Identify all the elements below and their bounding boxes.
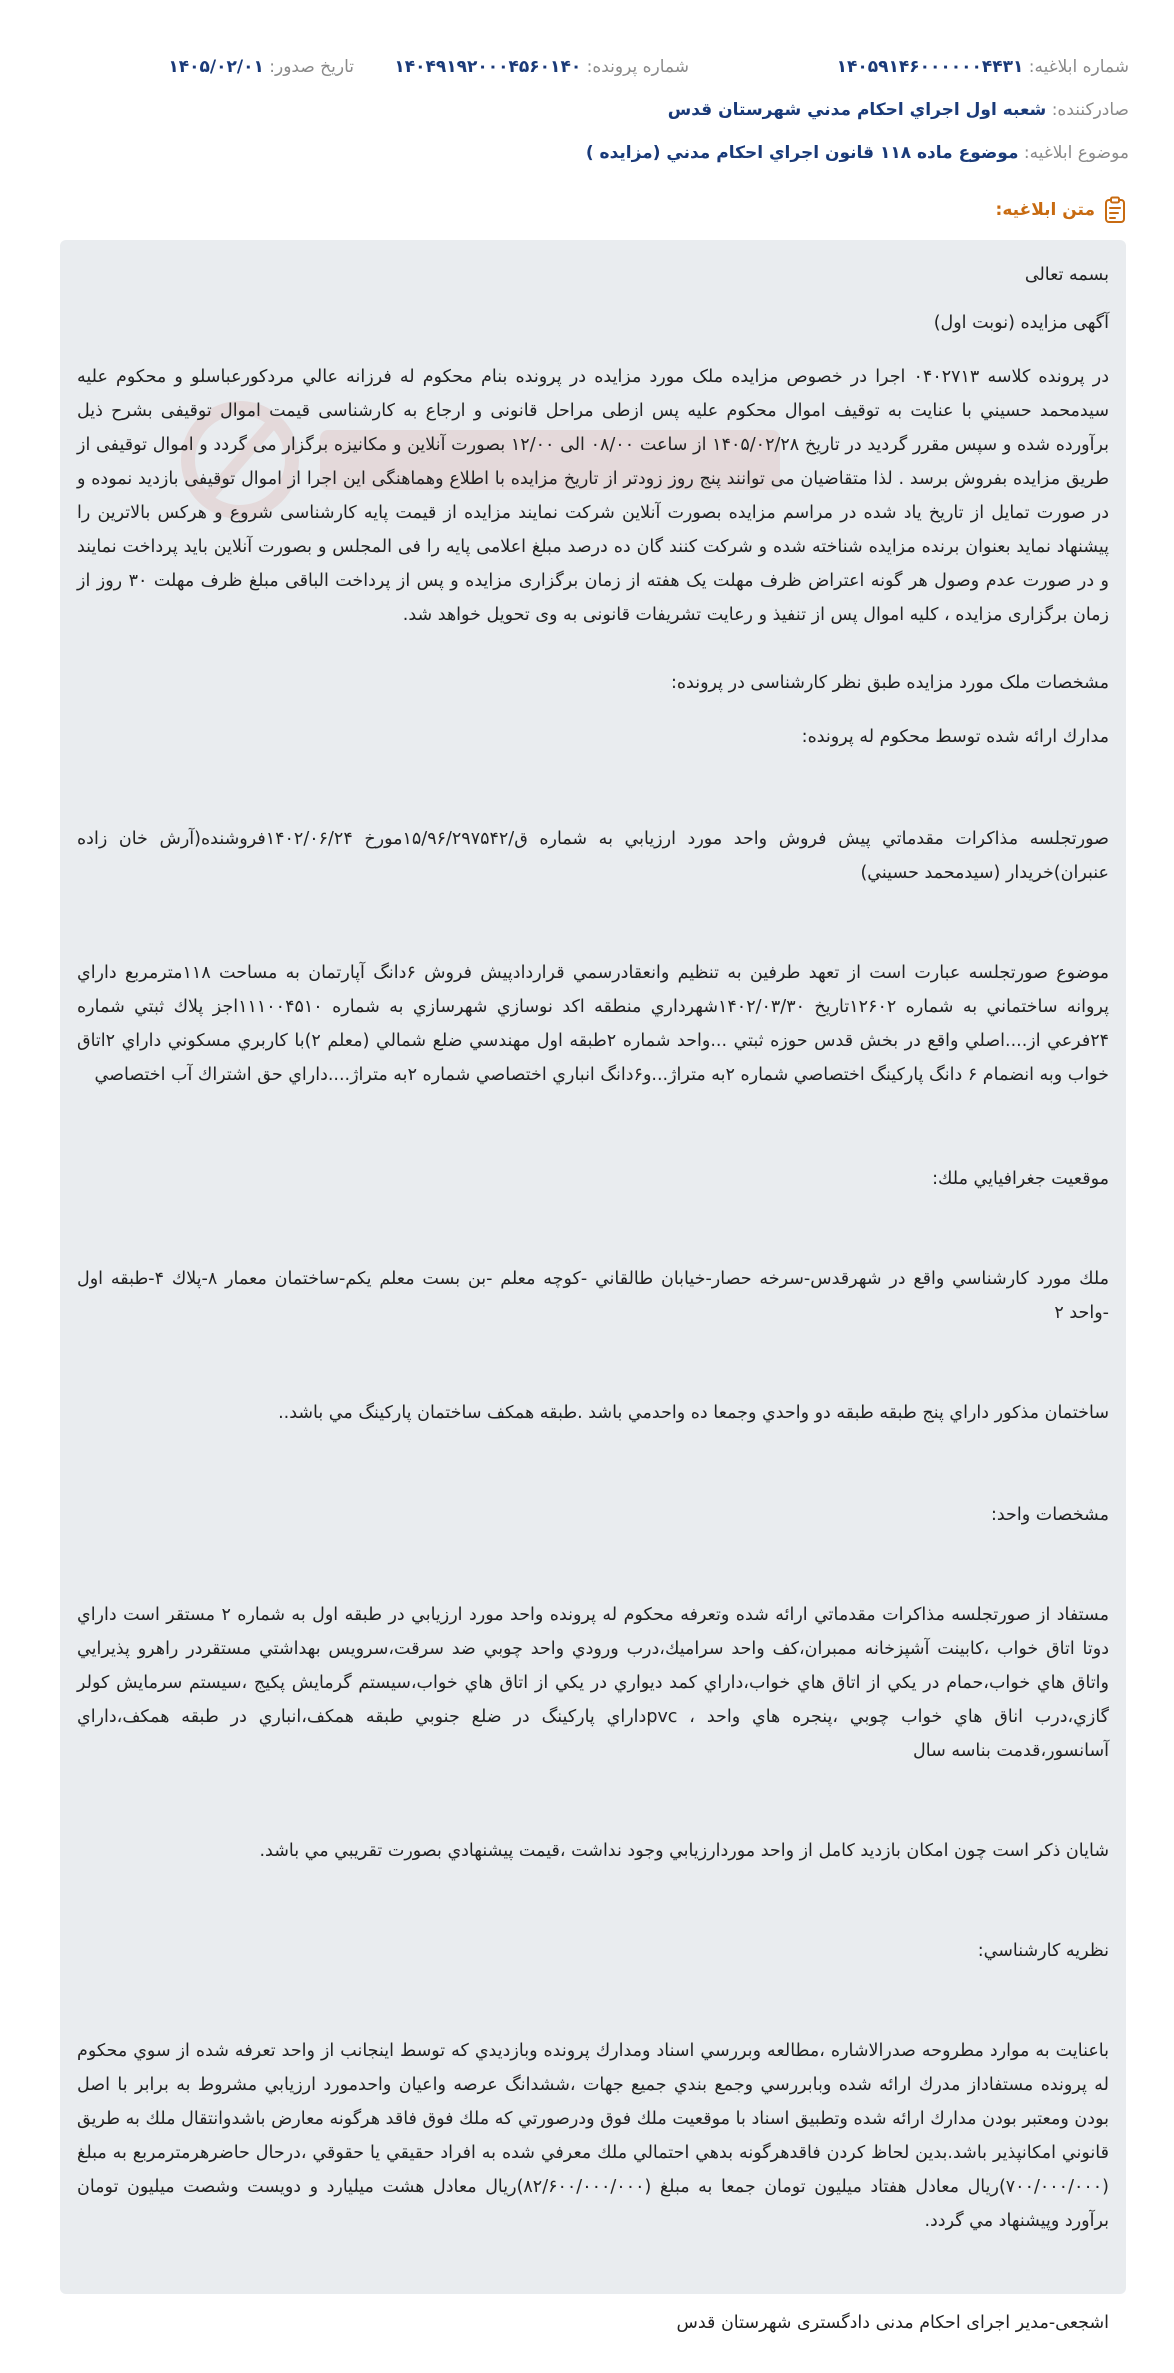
- issuer: صادرکننده: شعبه اول اجراي احكام مدني شهرستان قدس: [667, 100, 1129, 120]
- paragraph-location-heading: موقعيت جغرافيايي ملك:: [932, 1169, 1109, 1189]
- paragraph-property-specs-heading: مشخصات ملک مورد مزایده طبق نظر کارشناسی در پرونده:: [670, 673, 1109, 693]
- paragraph-building: ساختمان مذكور داراي پنج طبقه طبقه دو واحدي وجمعا ده واحدمي باشد .طبقه همكف ساختمان پاركينگ مي باشد..: [278, 1403, 1109, 1423]
- subject: موضوع ابلاغیه: موضوع ماده ۱۱۸ قانون اجراي احكام مدني (مزايده ): [585, 143, 1129, 163]
- notice-text-title-label: متن ابلاغیه:: [995, 200, 1095, 220]
- paragraph-expert-opinion: باعنايت به موارد مطروحه صدرالاشاره ،مطالعه وبررسي اسناد ومدارك پرونده وبازديدي كه توسط اينجانب از واحد تعرفه شده از سوي محكوم له پرونده مستفاداز مدرك ارائه شده وبابررسي وجمع بندي جميع جهات ،ششدانگ عرصه واعيان واحدمورد ارزيابي مشروط به برابر با اصل بودن ومعتبر بودن مدارك ارائه شده وتطبيق اسناد با موقعيت ملك فوق ودرصورتي كه ملك فوق فاقد هرگونه معارض باشدوانتقال ملك به طريق قانوني امكانپذير باشد.بدين لحاظ كردن فاقدهرگونه بدهي احتمالي ملك معرفي شده به افراد حقيقي يا حقوقي ،درحال حاضرهرمترمربع به مبلغ (۷۰۰/۰۰۰/۰۰۰)ريال معادل هفتاد ميليون تومان جمعا به مبلغ (۸۲/۶۰۰/۰۰۰/۰۰۰)ريال معادل هشت ميليارد و دويست وشصت ميليون تومان برآورد وپيشنهاد مي گردد.: [77, 2041, 1109, 2231]
- paragraph-expert-heading: نظريه كارشناسي:: [977, 1941, 1109, 1961]
- paragraph-presale-minutes: صورتجلسه مذاكرات مقدماتي پيش فروش واحد مورد ارزيابي به شماره ق/۱۵/۹۶/۲۹۷۵۴۲مورخ ۱۴۰۲/۰۶/۲۴فروشنده(آرش خان زاده عنبران)خريدار (سيدمحمد حسيني): [77, 829, 1109, 883]
- issue-date: تاریخ صدور: ۱۴۰۵/۰۲/۰۱: [168, 57, 354, 77]
- notice-number: شماره ابلاغیه: ۱۴۰۵۹۱۴۶۰۰۰۰۰۰۴۴۳۱: [836, 57, 1129, 77]
- paragraph-signature: اشجعی-مدیر اجرای احکام مدنی دادگستری شهرستان قدس: [676, 2313, 1109, 2333]
- paragraph-note: شايان ذكر است چون امكان بازديد كامل از واحد موردارزيابي وجود نداشت ،قيمت پيشنهادي بصورت تقريبي مي باشد.: [259, 1841, 1109, 1861]
- paragraph-unit-heading: مشخصات واحد:: [990, 1505, 1109, 1525]
- notice-header: [0, 0, 1174, 245]
- paragraph-documents-heading: مدارك ارائه شده توسط محكوم له پرونده:: [801, 727, 1109, 747]
- paragraph-title: آگهی مزایده (نوبت اول): [933, 313, 1109, 333]
- paragraph-greeting: بسمه تعالی: [1024, 265, 1109, 285]
- notice-text-title: [996, 196, 1129, 224]
- paragraph-address: ملك مورد كارشناسي واقع در شهرقدس-سرخه حصار-خيابان طالقاني -كوچه معلم -بن بست معلم يكم-ساختمان معمار ۸-پلاك ۴-طبقه اول -واحد ۲: [77, 1269, 1110, 1323]
- notice-body: [60, 240, 1126, 2333]
- paragraph-minutes-subject: موضوع صورتجلسه عبارت است از تعهد طرفين به تنظيم وانعقادرسمي قراردادپيش فروش ۶دانگ آپارتمان به مساحت ۱۱۸مترمربع داراي پروانه ساختماني به شماره ۱۲۶۰۲تاريخ ۱۴۰۲/۰۳/۳۰شهرداري منطقه اكد نوسازي شهرسازي به شماره ۱۱۱۰۰۴۵۱۰اجز پلاك ثبتي شماره ۲۴فرعي از....اصلي واقع در بخش قدس حوزه ثبتي ...واحد شماره ۲طبقه اول مهندسي ضلع شمالي (معلم ۲)با كاربري مسكوني داراي ۲اتاق خواب وبه انضمام ۶ دانگ پاركينگ اختصاصي شماره ۲به متراژ...و۶دانگ انباري اختصاصي شماره ۲به متراژ....داراي حق اشتراك آب اختصاصي: [77, 963, 1110, 1085]
- case-number: شماره پرونده: ۱۴۰۴۹۱۹۲۰۰۰۴۵۶۰۱۴۰: [394, 57, 689, 77]
- paragraph-unit-details: مستفاد از صورتجلسه مذاكرات مقدماتي ارائه شده وتعرفه محكوم له پرونده واحد مورد ارزيابي در طبقه اول به شماره ۲ مستقر است داراي دوتا اتاق خواب ،كابينت آشپزخانه ممبران،كف واحد سراميك،درب ورودي واحد چوبي ضد سرقت،سرويس بهداشتي مستقردر راهرو پذيرايي واتاق هاي خواب،حمام در يكي از اتاق هاي خواب،داراي كمد ديواري در يكي از اتاق هاي خواب،سيستم گرمايش پكيج ،سيستم سرمايش كولر گازي،درب اناق هاي خواب چوبي ،پنجره هاي واحد ، pvcداراي پاركينگ در ضلع جنوبي طبقه همكف،انباري در طبقه همكف،داراي آسانسور،قدمت بناسه سال: [77, 1605, 1109, 1761]
- paragraph-auction-details: در پرونده کلاسه ۰۴۰۲۷۱۳ اجرا در خصوص مزایده ملک مورد مزایده در پرونده بنام محکوم له فرزانه عالي مردکورعباسلو و محکوم علیه سیدمحمد حسيني با عنایت به توقیف اموال محکوم علیه پس ازطی مراحل قانونی و ارجاع به کارشناسی قیمت اموال توقیفی بشرح ذیل برآورده شده و سپس مقرر گردید در تاریخ ۱۴۰۵/۰۲/۲۸ از ساعت ۰۸/۰۰ الی ۱۲/۰۰ بصورت آنلاین و مکانیزه برگزار می گردد و اموال توقیفی از طریق مزایده بفروش برسد . لذا متقاضیان می توانند پنج روز زودتر از تاریخ مزایده با اطلاع وهماهنگی این اجرا از اموال توقیفی بازدید نموده و در صورت تمایل از تاریخ یاد شده در مراسم مزایده بصورت آنلاین شرکت نمایند مزایده از قیمت پایه کارشناسی شروع و هرکس بالاترین را پیشنهاد نماید بعنوان برنده مزایده شناخته شده و شرکت کنند گان ده درصد مبلغ اعلامی پایه را فی المجلس و بصورت آنلاین باید پرداخت نمایند و در صورت عدم وصول هر گونه اعتراض ظرف مهلت یک هفته از زمان برگزاری مزایده و پس از پرداخت الباقی مبلغ ظرف مهلت ۳۰ روز از زمان برگزاری مزایده ، کلیه اموال پس از تنفیذ و رعایت تشریفات قانونی به وی تحویل خواهد شد.: [77, 367, 1110, 625]
- document-notice-icon: [1103, 196, 1129, 224]
